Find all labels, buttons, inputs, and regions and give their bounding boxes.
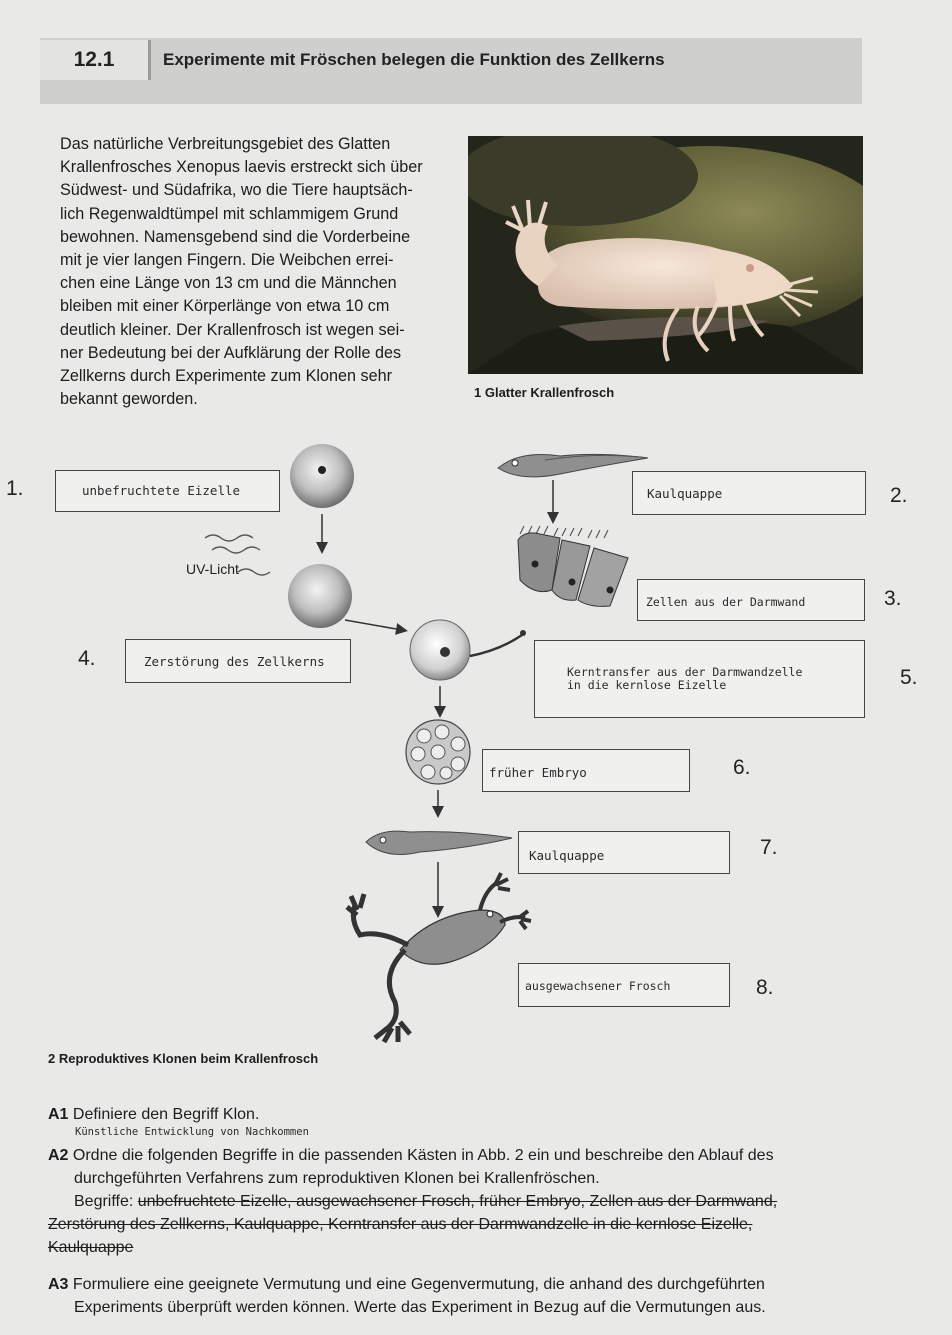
uv-light-label: UV-Licht: [186, 561, 239, 577]
task-a2-terms: [74, 1191, 777, 1212]
intro-line: Zellkerns durch Experimente zum Klonen sehr: [60, 367, 392, 386]
answer-box-2[interactable]: [632, 471, 866, 515]
task-a2-line1: Ordne die folgenden Begriffe in die passenden Kästen in Abb. 2 ein und beschreibe den Ablauf des: [72, 1147, 774, 1164]
intro-line: Südwest- und Südafrika, wo die Tiere hauptsäch-: [60, 181, 413, 200]
task-a2-label: A2: [48, 1147, 69, 1164]
box-number-5: 5.: [900, 666, 918, 689]
header-bar: [40, 38, 862, 104]
task-a1-label: A1: [48, 1106, 69, 1123]
answer-box-3[interactable]: [637, 579, 865, 621]
unfertilized-egg-icon: [290, 444, 354, 508]
tadpole-clone-icon: [366, 831, 512, 854]
intro-line: ner Bedeutung bei der Aufklärung der Rolle des: [60, 343, 402, 362]
box-number-4: 4.: [78, 647, 96, 670]
answer-text-1: unbefruchtete Eizelle: [82, 483, 241, 498]
box-number-6: 6.: [733, 756, 751, 779]
box-number-7: 7.: [760, 836, 778, 859]
task-a2-line2: durchgeführten Verfahrens zum reproduktiven Klonen bei Krallenfröschen.: [74, 1170, 600, 1187]
task-a3-line2: Experiments überprüft werden können. Werte das Experiment in Bezug auf die Vermutungen aus.: [74, 1299, 766, 1316]
box-number-1: 1.: [6, 477, 24, 500]
answer-text-5b: in die kernlose Eizelle: [567, 678, 727, 692]
task-a1-text: Definiere den Begriff Klon.: [72, 1106, 260, 1123]
intro-line: bewohnen. Namensgebend sind die Vorderbeine: [60, 227, 411, 246]
intro-line: Das natürliche Verbreitungsgebiet des Glatten: [60, 135, 391, 153]
task-a2-terms-line3: Kaulquappe: [48, 1239, 134, 1256]
intro-line: lich Regenwaldtümpel mit schlammigem Grund: [60, 204, 399, 223]
intro-line: Krallenfrosches Xenopus laevis erstreckt sich über: [60, 158, 423, 177]
task-a2-terms-line1: unbefruchtete Eizelle, ausgewachsener Frosch, früher Embryo, Zellen aus der Darmwand,: [137, 1193, 778, 1210]
intro-line: bekannt geworden.: [60, 390, 198, 409]
task-a2: [48, 1145, 774, 1166]
section-number: 12.1: [40, 40, 151, 80]
enucleated-egg-icon: [410, 620, 470, 680]
answer-text-8: ausgewachsener Frosch: [525, 979, 671, 993]
task-a3: [48, 1274, 765, 1295]
box-number-8: 8.: [756, 976, 774, 999]
box-number-2: 2.: [890, 484, 908, 507]
box-number-3: 3.: [884, 587, 902, 610]
page-title: Experimente mit Fröschen belegen die Funktion des Zellkerns: [163, 50, 665, 69]
answer-text-4: Zerstörung des Zellkerns: [144, 654, 325, 669]
task-a2-terms-line2: Zerstörung des Zellkerns, Kaulquappe, Kerntransfer aus der Darmwandzelle in die kernlose Eizelle,: [48, 1216, 753, 1233]
intro-line: deutlich kleiner. Der Krallenfrosch ist wegen sei-: [60, 320, 405, 339]
task-a3-label: A3: [48, 1276, 69, 1293]
frog-photo: [468, 136, 863, 374]
egg-uv-icon: [288, 564, 352, 628]
task-a1: [48, 1104, 259, 1125]
intro-text: [60, 133, 455, 411]
answer-box-1[interactable]: [55, 470, 280, 512]
answer-box-5[interactable]: [534, 640, 865, 718]
answer-text-2: Kaulquappe: [647, 486, 723, 501]
adult-frog-icon: [347, 873, 531, 1042]
answer-box-8[interactable]: [518, 963, 730, 1007]
tadpole-donor-icon: [498, 454, 648, 477]
intro-line: chen eine Länge von 13 cm und die Männchen: [60, 274, 397, 293]
answer-text-6: früher Embryo: [489, 765, 587, 780]
cloning-diagram: [0, 430, 952, 1070]
answer-text-3: Zellen aus der Darmwand: [646, 595, 806, 609]
answer-box-4[interactable]: [125, 639, 351, 683]
task-a3-line1: Formuliere eine geeignete Vermutung und eine Gegenvermutung, die anhand des durchgeführten: [72, 1276, 765, 1293]
gut-wall-cells-icon: [518, 526, 628, 606]
answer-box-7[interactable]: [518, 831, 730, 874]
answer-text-5: Kerntransfer aus der Darmwandzelle: [567, 665, 803, 679]
figure2-caption: 2 Reproduktives Klonen beim Krallenfrosch: [48, 1051, 319, 1066]
intro-line: bleiben mit einer Körperlänge von etwa 10 cm: [60, 297, 390, 316]
early-embryo-icon: [406, 720, 470, 784]
task-a2-terms-prefix: Begriffe:: [74, 1193, 138, 1210]
figure1-caption: 1 Glatter Krallenfrosch: [474, 385, 615, 400]
task-a1-answer: Künstliche Entwicklung von Nachkommen: [75, 1126, 309, 1138]
intro-line: mit je vier langen Fingern. Die Weibchen errei-: [60, 251, 394, 270]
answer-text-7: Kaulquappe: [529, 848, 605, 863]
answer-box-6[interactable]: [482, 749, 690, 792]
